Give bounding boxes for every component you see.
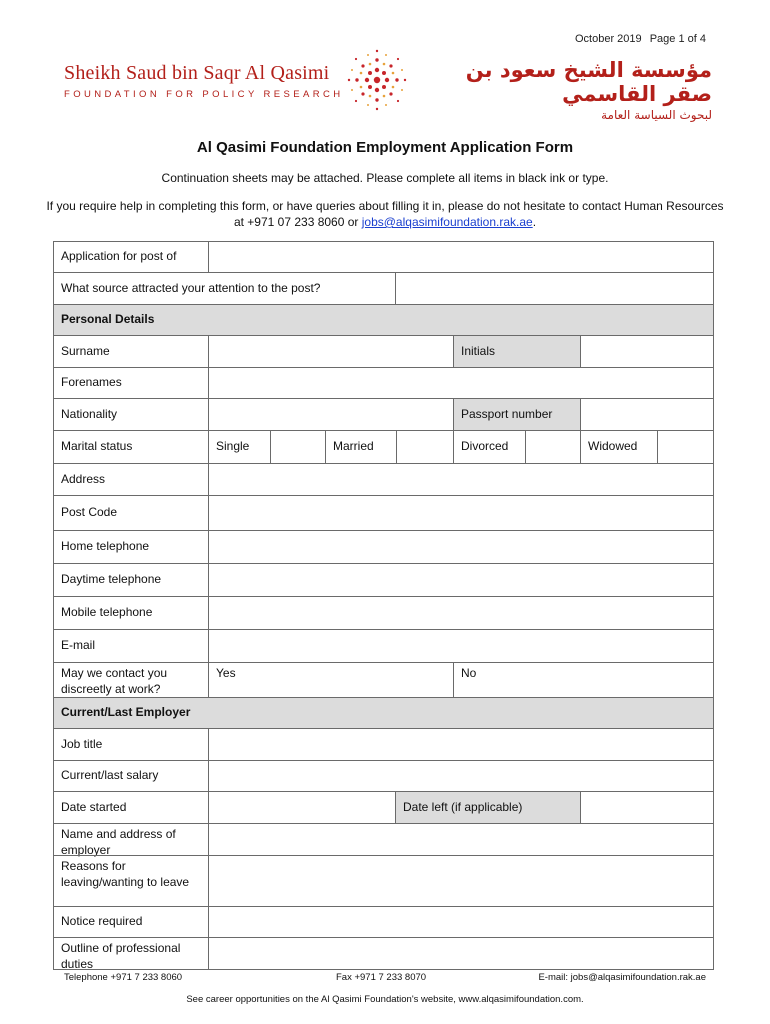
label-married: Married — [325, 430, 397, 464]
field-date-started[interactable] — [208, 791, 396, 824]
field-home-telephone[interactable] — [208, 530, 714, 564]
field-employer-name-address[interactable] — [208, 823, 714, 856]
application-form-table — [54, 242, 715, 970]
label-salary: Current/last salary — [53, 760, 209, 792]
field-professional-duties[interactable] — [208, 937, 714, 970]
header-page-number: Page 1 of 4 — [649, 33, 706, 45]
checkbox-divorced[interactable] — [525, 430, 581, 464]
logo-arabic-subtitle: لبحوث السياسة العامة — [601, 108, 712, 122]
hr-email-link[interactable]: jobs@alqasimifoundation.rak.ae — [361, 215, 533, 229]
label-professional-duties: Outline of professional duties — [53, 937, 209, 970]
label-initials: Initials — [453, 335, 581, 368]
label-email: E-mail — [53, 629, 209, 663]
logo-english-name: Sheikh Saud bin Saqr Al Qasimi — [64, 62, 330, 84]
label-home-telephone: Home telephone — [53, 530, 209, 564]
section-current-employer: Current/Last Employer — [53, 697, 714, 729]
option-yes[interactable]: Yes — [208, 662, 454, 698]
option-no[interactable]: No — [453, 662, 714, 698]
label-date-left: Date left (if applicable) — [395, 791, 581, 824]
foundation-emblem-icon — [344, 44, 410, 116]
field-address[interactable] — [208, 463, 714, 496]
label-passport: Passport number — [453, 398, 581, 431]
label-address: Address — [53, 463, 209, 496]
label-forenames: Forenames — [53, 367, 209, 399]
footer-telephone: Telephone +971 7 233 8060 — [64, 972, 183, 983]
field-application-post[interactable] — [208, 241, 714, 273]
field-mobile-telephone[interactable] — [208, 596, 714, 630]
label-post-code: Post Code — [53, 495, 209, 531]
logo-arabic-name: مؤسسة الشيخ سعود بن صقر القاسمي — [465, 58, 712, 106]
label-contact-at-work: May we contact you discreetly at work? — [53, 662, 209, 698]
label-daytime-telephone: Daytime telephone — [53, 563, 209, 597]
label-nationality: Nationality — [53, 398, 209, 431]
label-notice-required: Notice required — [53, 906, 209, 938]
field-email[interactable] — [208, 629, 714, 663]
field-date-left[interactable] — [580, 791, 714, 824]
header-date: October 2019 — [575, 33, 642, 45]
field-notice-required[interactable] — [208, 906, 714, 938]
page-title: Al Qasimi Foundation Employment Application Form — [196, 139, 574, 156]
field-job-title[interactable] — [208, 728, 714, 761]
label-source: What source attracted your attention to the post? — [53, 272, 396, 305]
checkbox-single[interactable] — [270, 430, 326, 464]
logo-english — [64, 62, 344, 100]
page-header-meta — [570, 33, 706, 45]
intro-line-help — [40, 198, 730, 230]
label-widowed: Widowed — [580, 430, 658, 464]
field-salary[interactable] — [208, 760, 714, 792]
checkbox-married[interactable] — [396, 430, 454, 464]
label-job-title: Job title — [53, 728, 209, 761]
field-reasons-leaving[interactable] — [208, 855, 714, 907]
label-surname: Surname — [53, 335, 209, 368]
field-surname[interactable] — [208, 335, 454, 368]
label-single: Single — [208, 430, 271, 464]
field-passport[interactable] — [580, 398, 714, 431]
label-marital-status: Marital status — [53, 430, 209, 464]
logo-arabic — [432, 58, 712, 122]
logo-english-subtitle: FOUNDATION FOR POLICY RESEARCH — [64, 89, 344, 100]
field-forenames[interactable] — [208, 367, 714, 399]
label-application-post: Application for post of — [53, 241, 209, 273]
intro-line-continuation: Continuation sheets may be attached. Please complete all items in black ink or type. — [161, 171, 609, 185]
label-reasons-leaving: Reasons for leaving/wanting to leave — [53, 855, 209, 907]
field-initials[interactable] — [580, 335, 714, 368]
field-source[interactable] — [395, 272, 714, 305]
checkbox-widowed[interactable] — [657, 430, 714, 464]
footer-fax: Fax +971 7 233 8070 — [336, 972, 427, 983]
intro-help-text: If you require help in completing this form, or have queries about filling it in, please do not hesitate to contact Human Resources at +971 07 233 8060 or — [46, 199, 724, 229]
section-personal-details: Personal Details — [53, 304, 714, 336]
label-divorced: Divorced — [453, 430, 526, 464]
field-daytime-telephone[interactable] — [208, 563, 714, 597]
field-nationality[interactable] — [208, 398, 454, 431]
footer-email: E-mail: jobs@alqasimifoundation.rak.ae — [538, 972, 706, 983]
intro-help-suffix: . — [532, 215, 537, 229]
label-employer-name-address: Name and address of employer — [53, 823, 209, 856]
label-mobile-telephone: Mobile telephone — [53, 596, 209, 630]
footer-website-note: See career opportunities on the Al Qasimi Foundation's website, www.alqasimifoundation.com. — [186, 994, 584, 1005]
label-date-started: Date started — [53, 791, 209, 824]
field-post-code[interactable] — [208, 495, 714, 531]
